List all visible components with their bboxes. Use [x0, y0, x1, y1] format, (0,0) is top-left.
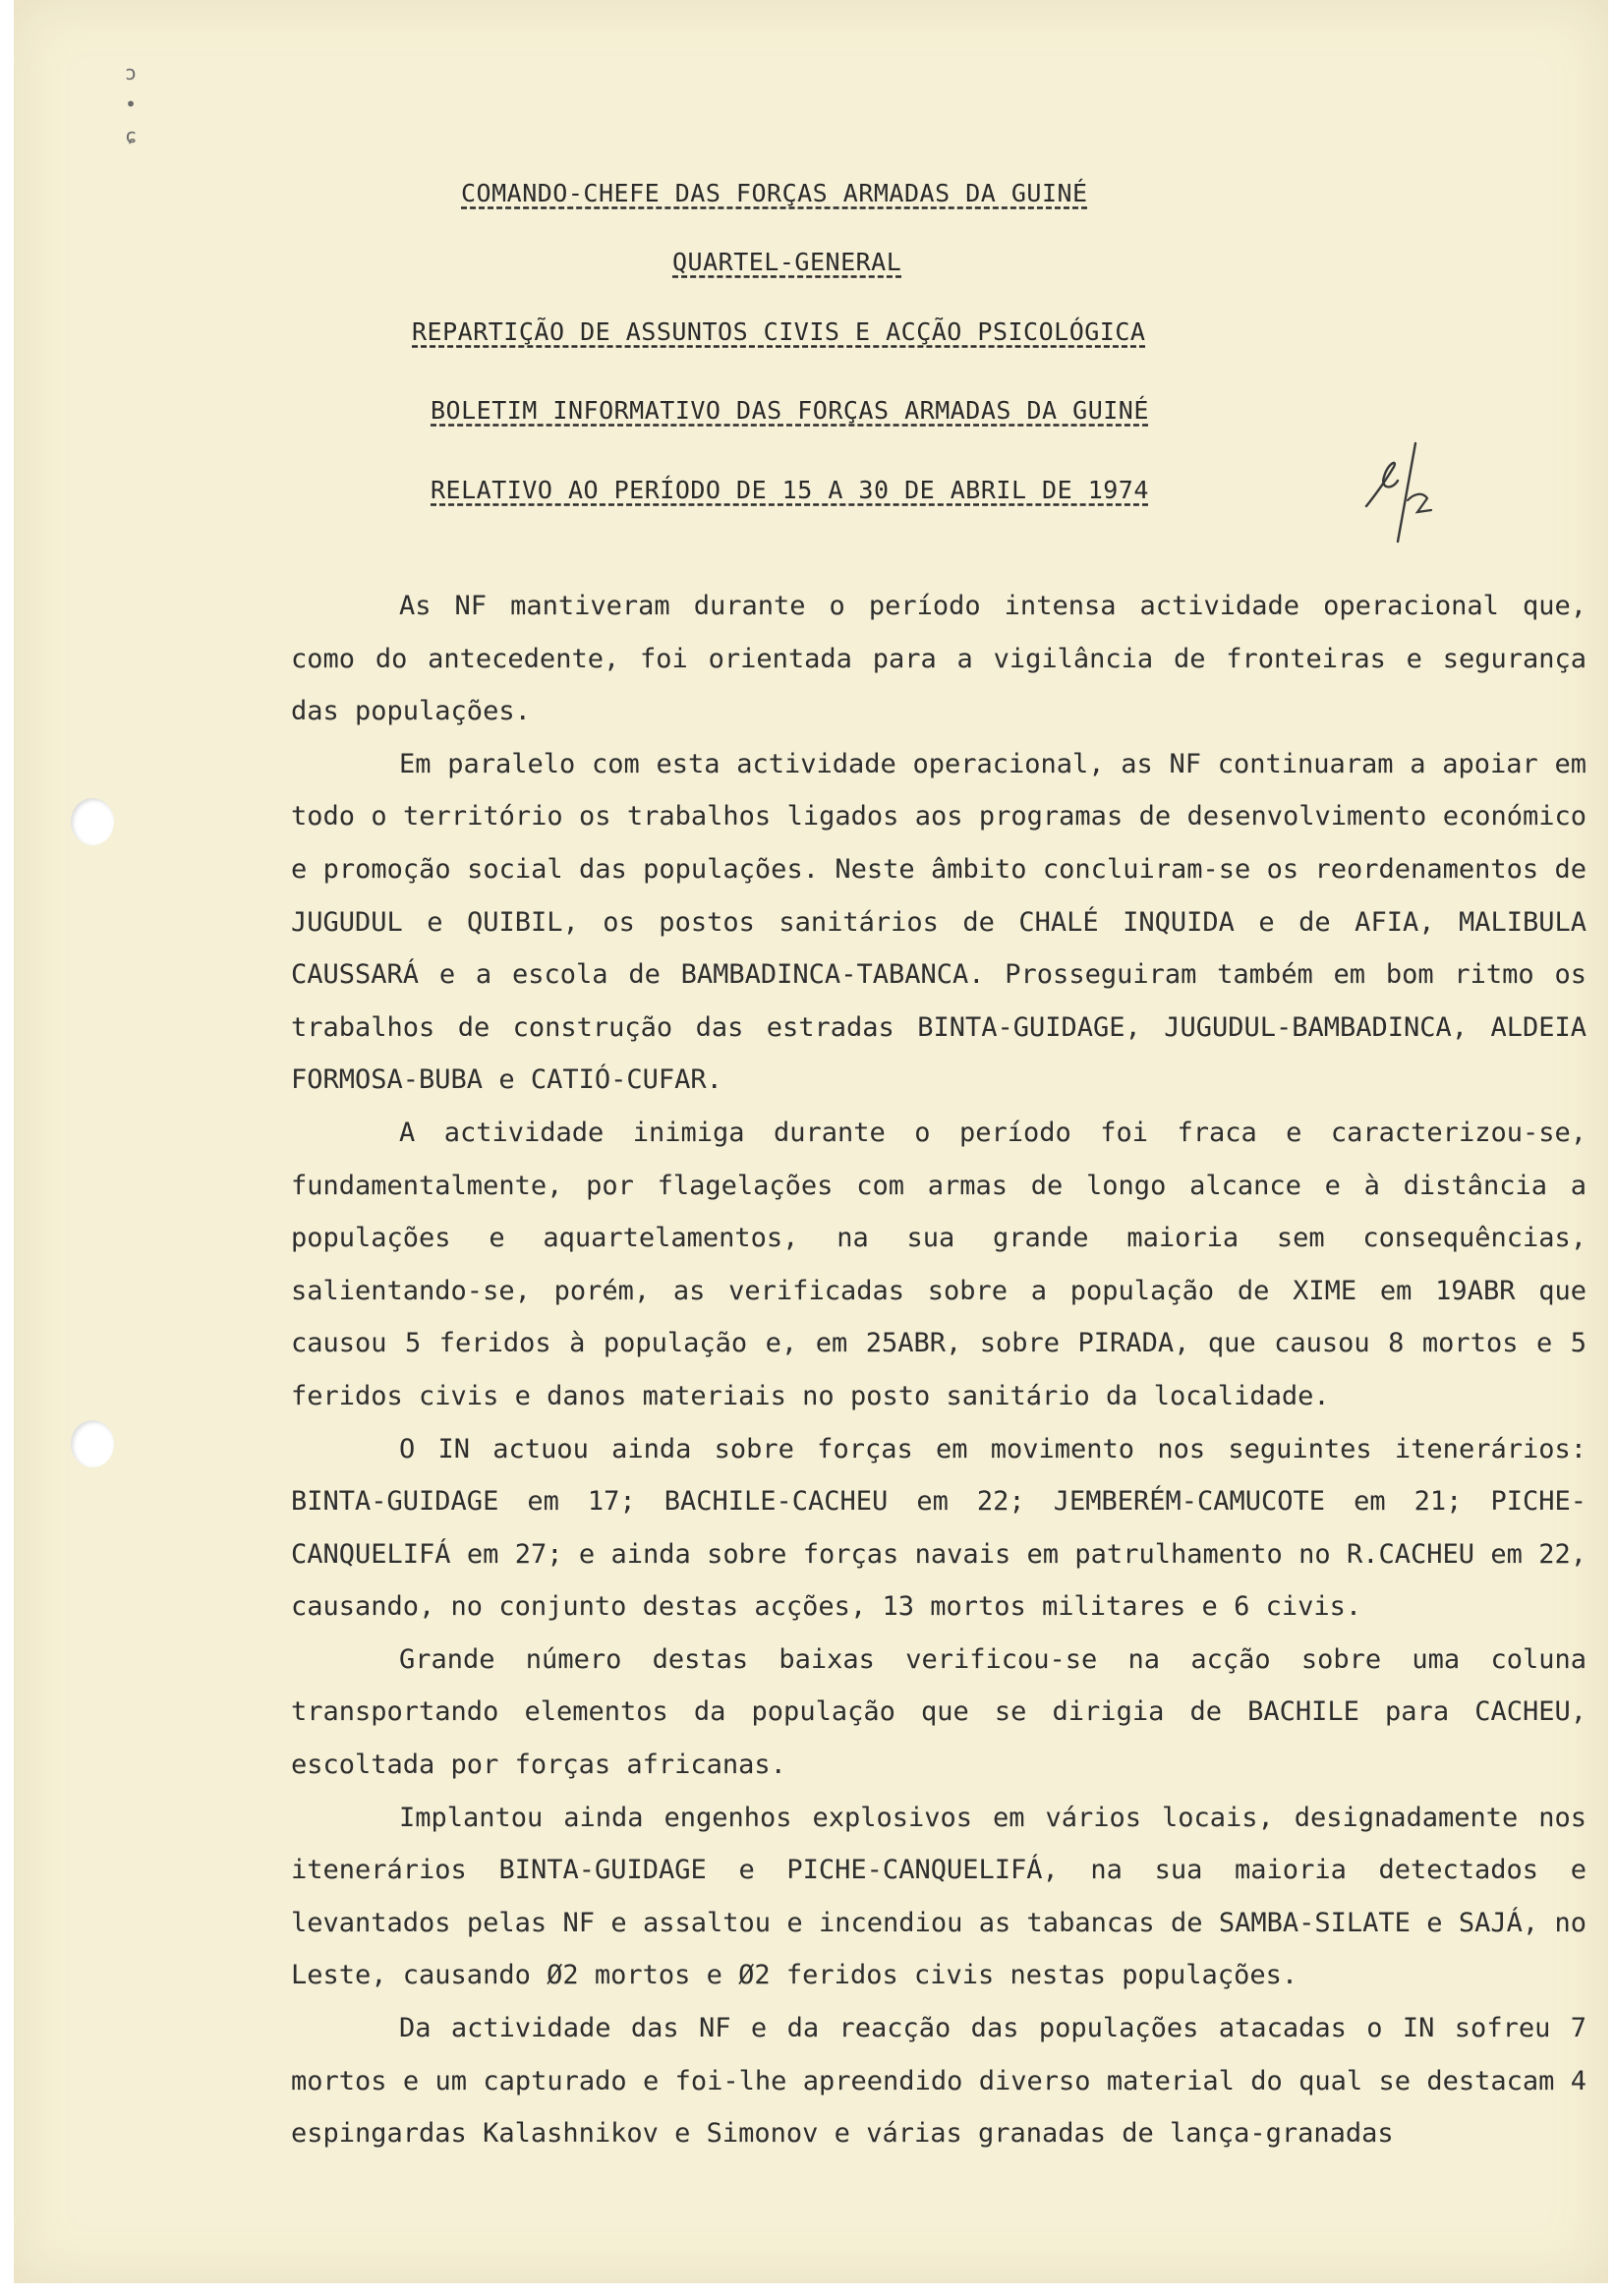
header-quartel-general: QUARTEL-GENERAL [672, 248, 902, 276]
bulletin-body [291, 580, 1586, 2160]
punch-hole-bottom [71, 1420, 114, 1467]
paragraph: Implantou ainda engenhos explosivos em vários locais, designadamente nos itenerários BINTA-GUIDAGE e PICHE-CANQUELIFÁ, na sua maioria detectados e levantados pelas NF e assaltou e incendiou as tabancas de SAMBA-SILATE e SAJÁ, no Leste, causando Ø2 mortos e Ø2 feridos civis nestas populações. [291, 1802, 1586, 1991]
punch-hole-top [71, 798, 114, 845]
header-repartition: REPARTIÇÃO DE ASSUNTOS CIVIS E ACÇÃO PSICOLÓGICA [412, 317, 1146, 346]
header-command: COMANDO-CHEFE DAS FORÇAS ARMADAS DA GUINÉ [461, 179, 1088, 207]
paragraph: As NF mantiveram durante o período intensa actividade operacional que, como do antecedente, foi orientada para a vigilância de fronteiras e segurança das populações. [291, 591, 1586, 727]
header-bulletin-title: BOLETIM INFORMATIVO DAS FORÇAS ARMADAS DA GUINÉ [431, 396, 1149, 425]
paragraph: A actividade inimiga durante o período foi fraca e caracterizou-se, fundamentalmente, por flagelações com armas de longo alcance e à distância a populações e aquartelamentos, na sua grande maioria sem consequências, salientando-se, porém, as verificadas sobre a população de XIME em 19ABR que causou 5 feridos à população e, em 25ABR, sobre PIRADA, que causou 8 mortos e 5 feridos civis e danos materiais no posto sanitário da localidade. [291, 1117, 1586, 1411]
header-period: RELATIVO AO PERÍODO DE 15 A 30 DE ABRIL DE 1974 [431, 476, 1149, 504]
paragraph: Da actividade das NF e da reacção das populações atacadas o IN sofreu 7 mortos e um capturado e foi-lhe apreendido diverso material do qual se destacam 4 espingardas Kalashnikov e Simonov e várias granadas de lança-granadas [291, 2013, 1586, 2150]
document-page [14, 0, 1608, 2283]
margin-marks: ɔ • ɕ [124, 61, 138, 147]
paragraph: O IN actuou ainda sobre forças em movimento nos seguintes itenerários: BINTA-GUIDAGE em 17; BACHILE-CACHEU em 22; JEMBERÉM-CAMUCOTE em 21; PICHE-CANQUELIFÁ em 27; e ainda sobre forças navais em patrulhamento no R.CACHEU em 22, causando, no conjunto destas acções, 13 mortos militares e 6 civis. [291, 1433, 1586, 1623]
handwritten-signature [1358, 437, 1447, 545]
paragraph: Em paralelo com esta actividade operacional, as NF continuaram a apoiar em todo o território os trabalhos ligados aos programas de desenvolvimento económico e promoção social das populações. Neste âmbito concluiram-se os reordenamentos de JUGUDUL e QUIBIL, os postos sanitários de CHALÉ INQUIDA e de AFIA, MALIBULA CAUSSARÁ e a escola de BAMBADINCA-TABANCA. Prosseguiram também em bom ritmo os trabalhos de construção das estradas BINTA-GUIDAGE, JUGUDUL-BAMBADINCA, ALDEIA FORMOSA-BUBA e CATIÓ-CUFAR. [291, 748, 1586, 1096]
paragraph: Grande número destas baixas verificou-se na acção sobre uma coluna transportando elementos da população que se dirigia de BACHILE para CACHEU, escoltada por forças africanas. [291, 1643, 1586, 1781]
